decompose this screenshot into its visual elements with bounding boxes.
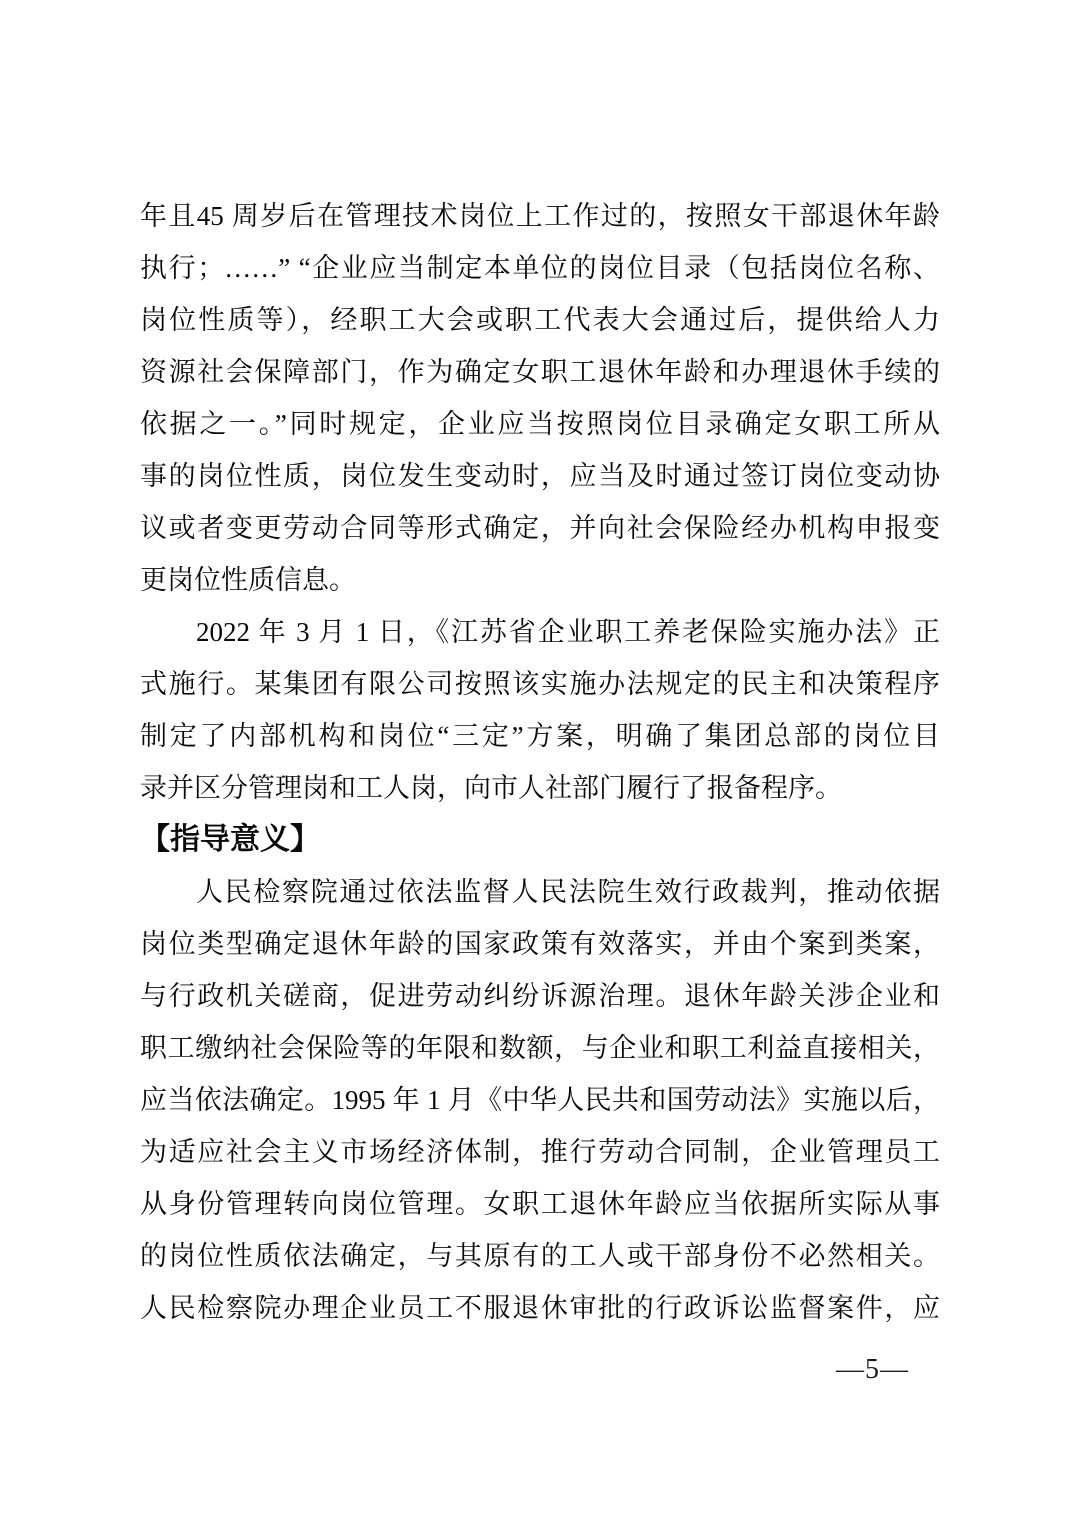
body-line: 资源社会保障部门，作为确定女职工退休年龄和办理退休手续的 bbox=[140, 357, 940, 387]
body-line: 式施行。某集团有限公司按照该实施办法规定的民主和决策程序 bbox=[140, 669, 940, 699]
section-heading-guidance-significance: 【指导意义】 bbox=[140, 823, 320, 856]
body-line-paragraph-start: 2022 年 3 月 1 日，《江苏省企业职工养老保险实施办法》正 bbox=[196, 617, 940, 647]
body-line: 人民检察院办理企业员工不服退休审批的行政诉讼监督案件，应 bbox=[140, 1293, 940, 1323]
body-line: 事的岗位性质，岗位发生变动时，应当及时通过签订岗位变动协 bbox=[140, 461, 940, 491]
body-line-paragraph-start: 人民检察院通过依法监督人民法院生效行政裁判，推动依据 bbox=[196, 877, 940, 907]
body-line: 从身份管理转向岗位管理。女职工退休年龄应当依据所实际从事 bbox=[140, 1189, 940, 1219]
body-line-paragraph-end: 录并区分管理岗和工人岗，向市人社部门履行了报备程序。 bbox=[140, 773, 842, 803]
page-number: —5— bbox=[836, 1354, 909, 1385]
body-line: 依据之一。”同时规定，企业应当按照岗位目录确定女职工所从 bbox=[140, 409, 940, 439]
body-line: 年且45 周岁后在管理技术岗位上工作过的，按照女干部退休年龄 bbox=[140, 201, 940, 231]
body-line-paragraph-end: 更岗位性质信息。 bbox=[140, 565, 356, 595]
document-body bbox=[140, 190, 940, 1334]
body-line: 与行政机关磋商，促进劳动纠纷诉源治理。退休年龄关涉企业和 bbox=[140, 981, 940, 1011]
body-line: 岗位类型确定退休年龄的国家政策有效落实，并由个案到类案， bbox=[140, 929, 940, 959]
body-line: 执行；……” “企业应当制定本单位的岗位目录（包括岗位名称、 bbox=[140, 253, 940, 283]
body-line: 制定了内部机构和岗位“三定”方案，明确了集团总部的岗位目 bbox=[140, 721, 940, 751]
body-line: 岗位性质等），经职工大会或职工代表大会通过后，提供给人力 bbox=[140, 305, 940, 335]
body-line: 为适应社会主义市场经济体制，推行劳动合同制，企业管理员工 bbox=[140, 1137, 940, 1167]
body-line: 议或者变更劳动合同等形式确定，并向社会保险经办机构申报变 bbox=[140, 513, 940, 543]
body-line: 职工缴纳社会保险等的年限和数额，与企业和职工利益直接相关， bbox=[140, 1033, 940, 1063]
body-line: 的岗位性质依法确定，与其原有的工人或干部身份不必然相关。 bbox=[140, 1241, 940, 1271]
body-line: 应当依法确定。1995 年 1 月《中华人民共和国劳动法》实施以后， bbox=[140, 1085, 940, 1115]
